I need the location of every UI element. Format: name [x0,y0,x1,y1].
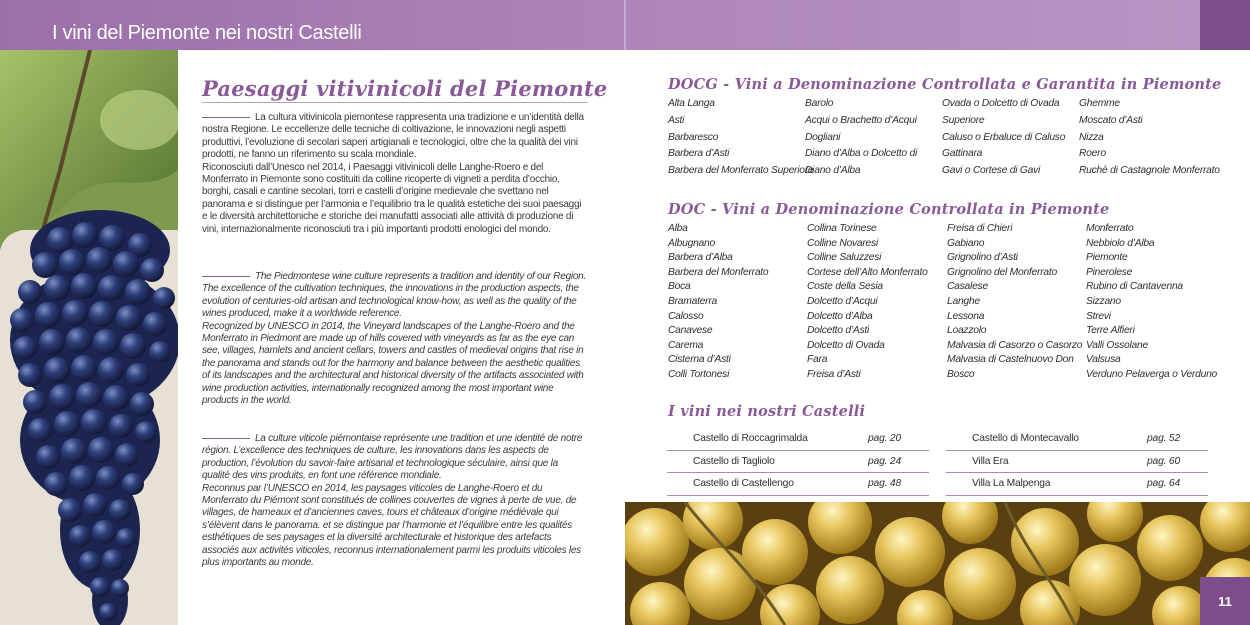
doc-item: Pinerolese [1086,266,1133,278]
title-underline [202,102,588,103]
english-paragraph-1: The Piedmontese wine culture represents a tradition and identity of our Region. The excellence of the cultivation techniques, the innovations in the production aspects, the evolution of centuries-old artisan and technological know-how, as well as the quality of the wines produced, make it a worldwide reference. [202,271,587,320]
docg-title: DOCG - Vini a Denominazione Controllata e Garantita in Piemonte [668,76,1222,93]
castle-row[interactable] [946,428,1208,451]
castelli-table-right [946,428,1208,496]
docg-item: Gattinara [942,148,983,160]
castle-name: Castello di Roccagrimalda [693,433,808,445]
doc-item: Cisterna d’Asti [668,354,731,366]
docg-item: Roero [1079,148,1106,160]
doc-item: Valsusa [1086,354,1121,366]
docg-item: Ghemme [1079,98,1120,109]
docg-column-2 [805,96,917,180]
docg-item: Barolo [805,98,834,109]
doc-item: Alba [668,223,688,234]
castle-name: Castello di Tagliolo [693,455,775,467]
docg-item: Diano d’Alba [805,165,861,177]
docg-item: Dogliani [805,131,841,143]
intro-french [202,433,588,569]
grape-cluster-photo [0,50,178,625]
doc-item: Malvasia di Casorzo o Casorzo [947,339,1083,351]
doc-title: DOC - Vini a Denominazione Controllata in Piemonte [668,201,1110,218]
doc-item: Malvasia di Castelnuovo Don [947,354,1074,366]
castle-name: Villa La Malpenga [972,478,1051,490]
doc-item: Collina Torinese [807,223,877,234]
docg-column-4 [1079,96,1220,180]
docg-item: Ruchè di Castagnole Monferrato [1079,165,1220,177]
castle-row[interactable] [667,451,929,474]
castle-name: Castello di Montecavallo [972,433,1079,445]
intro-italian [202,112,588,236]
french-paragraph-1: La culture viticole piémontaise représente une tradition et une identité de notre région. L’excellence des techniques de culture, les innovations dans les aspects de production, l’évolution du savoir-faire artisanal et technologique séculaire, ainsi que la qualité des vins produits, en font une référence mondiale. [202,433,583,482]
doc-item: Dolcetto d’Alba [807,310,873,322]
doc-item: Fara [807,354,828,366]
castle-page: pag. 48 [868,478,901,490]
doc-item: Carema [668,339,704,351]
doc-item: Colli Tortonesi [668,368,730,380]
castle-name: Castello di Castellengo [693,478,794,490]
page-title: Paesaggi vitivinicoli del Piemonte [202,76,608,101]
paragraph-dash [202,438,250,439]
doc-item: Colline Novaresi [807,237,878,249]
header-corner-block [1200,0,1250,50]
doc-item: Freisa di Chieri [947,223,1013,234]
castle-name: Villa Era [972,455,1009,467]
doc-item: Strevi [1086,310,1111,322]
doc-item: Nebbiolo d’Alba [1086,237,1155,249]
italian-paragraph-1: La cultura vitivinicola piemontese rappresenta una tradizione e un’identità della nostra Regione. Le eccellenze delle tecniche di coltivazione, le innovazioni negli aspetti produttivi, l’evoluzione di secolari saperi artigianali e tecnologici, oltre che la qualità dei vini prodotti, ne fanno un riferimento su scala mondiale. [202,112,584,161]
doc-column-3 [947,222,1082,383]
doc-item: Barbera d’Alba [668,252,733,264]
doc-item: Cortese dell’Alto Monferrato [807,266,928,278]
french-paragraph-2: Reconnus par l’UNESCO en 2014, les paysages viticoles de Langhe-Roero et du Monferrato du Piémont sont constitués de collines couvertes de vignes à perte de vue, de villages, de hameaux et d’anciennes caves, tours et châteaux d’origine médiévale qui s’élèvent dans le panorama. et se distingue par l’harmonie et l’équilibre entre les qualités esthétiques de ses paysages et la diversité architecturale et historique des artefacts associés aux activités viticoles, reconnus internationalement parmi les produits viticoles les plus importants au monde. [202,482,581,569]
doc-item: Coste della Sesia [807,281,883,293]
paragraph-dash [202,276,250,277]
doc-item: Freisa d’Asti [807,368,861,380]
doc-item: Grignolino d’Asti [947,252,1018,264]
doc-item: Rubino di Cantavenna [1086,281,1183,293]
doc-item: Lessona [947,310,985,322]
doc-column-1 [668,222,768,383]
docg-item: Gavi o Cortese di Gavi [942,165,1041,177]
doc-item: Colline Saluzzesi [807,252,882,264]
doc-item: Valli Ossolane [1086,339,1148,351]
doc-item: Gabiano [947,237,985,249]
doc-item: Verduno Pelaverga o Verduno [1086,368,1218,380]
docg-item: Acqui o Brachetto d’Acqui [805,114,917,126]
castle-page: pag. 64 [1147,478,1180,490]
doc-item: Grignolino del Monferrato [947,266,1057,278]
castle-page: pag. 20 [868,433,901,445]
white-grapes-photo [625,502,1250,625]
docg-column-3 [942,96,1065,180]
docg-item: Barbera del Monferrato Superiore [668,165,814,177]
castelli-title: I vini nei nostri Castelli [668,403,866,420]
doc-item: Loazzolo [947,325,987,337]
doc-item: Dolcetto d’Acqui [807,295,878,307]
castle-row[interactable] [667,428,929,451]
docg-item: Barbaresco [668,131,719,143]
docg-item: Moscato d’Asti [1079,114,1143,126]
doc-item: Canavese [668,325,713,337]
doc-item: Monferrato [1086,223,1134,234]
castle-row[interactable] [946,451,1208,474]
italian-paragraph-2: Riconosciuti dall’Unesco nel 2014, i Paesaggi vitivinicoli delle Langhe-Roero e del Monferrato in Piemonte sono costituiti da colline ricoperte di vigneti a perdita d’occhio, borghi, casali e cantine secolari, torri e castelli d’origine medievale che svettano nel panorama e si distingue per l’armonia e l’equilibrio tra le qualità estetiche dei suoi paesaggi e le diversità architettoniche e storiche dei manufatti associati alle attività di produzione di vini, internazionalmente riconosciuti tra i più importanti prodotti enologici del mondo. [202,161,582,235]
page-number: 11 [1200,577,1250,625]
castelli-table-left [667,428,929,496]
page-fold [624,0,626,50]
white-grapes-illustration [625,502,1250,625]
docg-item: Ovada o Dolcetto di Ovada [942,98,1060,109]
docg-column-1 [668,96,813,180]
doc-item: Piemonte [1086,252,1128,264]
doc-item: Dolcetto d’Asti [807,325,870,337]
doc-item: Dolcetto di Ovada [807,339,885,351]
doc-item: Bosco [947,368,975,380]
castle-page: pag. 60 [1147,455,1180,467]
castle-row[interactable] [667,473,929,496]
docg-item: Nizza [1079,131,1104,143]
docg-item: Caluso o Erbaluce di Caluso [942,131,1066,143]
doc-item: Terre Alfieri [1086,325,1135,337]
doc-column-4 [1086,222,1217,383]
docg-item: Asti [668,114,685,126]
docg-item: Barbera d’Asti [668,148,730,160]
doc-column-2 [807,222,928,383]
doc-item: Sizzano [1086,295,1121,307]
english-paragraph-2: Recognized by UNESCO in 2014, the Vineyard landscapes of the Langhe-Roero and the Monferrato in Piedmont are made up of hills covered with vineyards as far as the eye can see, villages, hamlets and ancient cellars, towers and castles of medieval origins that rise in the panorama and stands out for the harmony and balance between the aesthetic qualities of its landscapes and the architectural and historical diversity of the artifacts associated with wine production activities, internationally recognized among the most important wine products in the world. [202,320,584,407]
castle-row[interactable] [946,473,1208,496]
grape-cluster-illustration [0,50,178,625]
doc-item: Albugnano [668,237,715,249]
doc-item: Boca [668,281,691,293]
docg-item: Diano d’Alba o Dolcetto di [805,148,917,160]
castle-page: pag. 24 [868,455,901,467]
paragraph-dash [202,117,250,118]
docg-item: Alta Langa [668,98,715,109]
intro-english [202,271,588,407]
doc-item: Langhe [947,295,980,307]
doc-item: Bramaterra [668,295,717,307]
docg-item: Superiore [942,114,985,126]
header-title: I vini del Piemonte nei nostri Castelli [52,22,362,44]
castle-page: pag. 52 [1147,433,1180,445]
doc-item: Casalese [947,281,988,293]
doc-item: Calosso [668,310,704,322]
doc-item: Barbera del Monferrato [668,266,769,278]
